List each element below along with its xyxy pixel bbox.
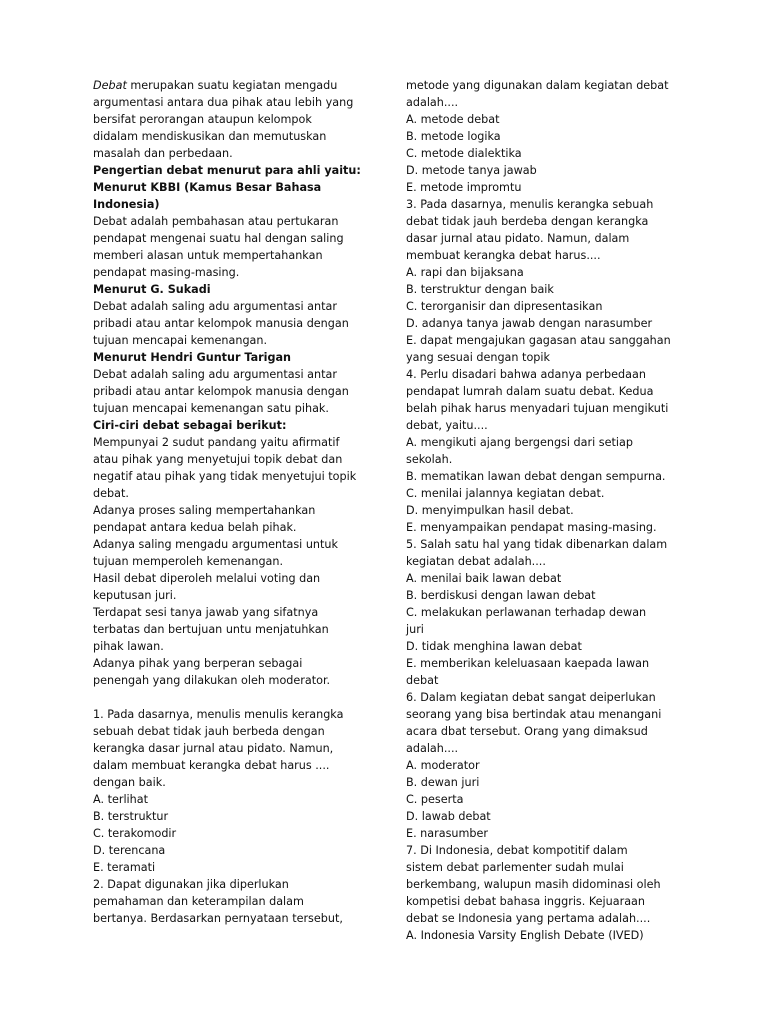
text-line: negatif atau pihak yang tidak menyetujui topik bbox=[93, 470, 357, 483]
text-line: Debat adalah saling adu argumentasi antar bbox=[93, 368, 337, 381]
text-line: 6. Dalam kegiatan debat sangat deiperlukan bbox=[406, 691, 656, 704]
text-line: dengan baik. bbox=[93, 776, 166, 789]
text-line: C. terakomodir bbox=[93, 827, 177, 840]
text-line: A. mengikuti ajang bergengsi dari setiap bbox=[406, 436, 633, 449]
text-line: juri bbox=[406, 623, 424, 636]
text-line: kompetisi debat bahasa inggris. Kejuaraan bbox=[406, 895, 645, 908]
text-line: D. lawab debat bbox=[406, 810, 491, 823]
text-line: kerangka dasar jurnal atau pidato. Namun, bbox=[93, 742, 334, 755]
text-line: pribadi atau antar kelompok manusia dengan bbox=[93, 385, 349, 398]
text-line: argumentasi antara dua pihak atau lebih yang bbox=[93, 96, 354, 109]
section-heading: Indonesia) bbox=[93, 198, 160, 211]
text-line: C. melakukan perlawanan terhadap dewan bbox=[406, 606, 647, 619]
text-line: C. peserta bbox=[406, 793, 464, 806]
text-line: tujuan mencapai kemenangan. bbox=[93, 334, 268, 347]
text-line: B. berdiskusi dengan lawan debat bbox=[406, 589, 596, 602]
text-line: D. metode tanya jawab bbox=[406, 164, 537, 177]
text-line: belah pihak harus menyadari tujuan mengikuti bbox=[406, 402, 669, 415]
text-line: E. menyampaikan pendapat masing-masing. bbox=[406, 521, 657, 534]
text-line: Debat adalah pembahasan atau pertukaran bbox=[93, 215, 339, 228]
text-line: Adanya proses saling mempertahankan bbox=[93, 504, 316, 517]
text-line: bertanya. Berdasarkan pernyataan tersebut, bbox=[93, 912, 343, 925]
text-line: pihak lawan. bbox=[93, 640, 164, 653]
text-line: A. rapi dan bijaksana bbox=[406, 266, 524, 279]
text-line: 7. Di Indonesia, debat kompotitif dalam bbox=[406, 844, 628, 857]
text-line: 4. Perlu disadari bahwa adanya perbedaan bbox=[406, 368, 646, 381]
text-line: membuat kerangka debat harus.... bbox=[406, 249, 601, 262]
section-heading: Pengertian debat menurut para ahli yaitu: bbox=[93, 164, 361, 177]
text-line: memberi alasan untuk mempertahankan bbox=[93, 249, 323, 262]
text-line: atau pihak yang menyetujui topik debat dan bbox=[93, 453, 343, 466]
text-line: sebuah debat tidak jauh berbeda dengan bbox=[93, 725, 325, 738]
text-line: keputusan juri. bbox=[93, 589, 177, 602]
text-line: B. mematikan lawan debat dengan sempurna. bbox=[406, 470, 666, 483]
section-heading: Menurut G. Sukadi bbox=[93, 283, 211, 296]
right-column bbox=[406, 77, 688, 944]
text-line: acara dbat tersebut. Orang yang dimaksud bbox=[406, 725, 648, 738]
text-line: E. teramati bbox=[93, 861, 156, 874]
text-line: debat. bbox=[93, 487, 129, 500]
text-line: E. dapat mengajukan gagasan atau sanggahan bbox=[406, 334, 671, 347]
text-line: B. dewan juri bbox=[406, 776, 480, 789]
text-line: 2. Dapat digunakan jika diperlukan bbox=[93, 878, 289, 891]
text-line: pribadi atau antar kelompok manusia dengan bbox=[93, 317, 349, 330]
text-line: A. metode debat bbox=[406, 113, 500, 126]
text-line: Terdapat sesi tanya jawab yang sifatnya bbox=[93, 606, 319, 619]
text-line: adalah.... bbox=[406, 96, 459, 109]
text-line: debat se Indonesia yang pertama adalah.... bbox=[406, 912, 651, 925]
text-line: kegiatan debat adalah.... bbox=[406, 555, 546, 568]
text-line: didalam mendiskusikan dan memutuskan bbox=[93, 130, 327, 143]
text-line: tujuan memperoleh kemenangan. bbox=[93, 555, 284, 568]
text-line: 1. Pada dasarnya, menulis menulis kerangka bbox=[93, 708, 344, 721]
text-line: terbatas dan bertujuan untu menjatuhkan bbox=[93, 623, 329, 636]
section-heading: Menurut KBBI (Kamus Besar Bahasa bbox=[93, 181, 322, 194]
text-line: D. tidak menghina lawan debat bbox=[406, 640, 582, 653]
text-line: Adanya saling mengadu argumentasi untuk bbox=[93, 538, 338, 551]
text-line: dasar jurnal atau pidato. Namun, dalam bbox=[406, 232, 630, 245]
text-line: berkembang, walupun masih didominasi oleh bbox=[406, 878, 661, 891]
text-line: A. terlihat bbox=[93, 793, 148, 806]
text-line: adalah.... bbox=[406, 742, 459, 755]
text-line: debat bbox=[406, 674, 439, 687]
text-line: C. metode dialektika bbox=[406, 147, 522, 160]
text-line: Adanya pihak yang berperan sebagai bbox=[93, 657, 303, 670]
text-line: A. moderator bbox=[406, 759, 480, 772]
left-column bbox=[93, 77, 375, 927]
text-line: pemahaman dan keterampilan dalam bbox=[93, 895, 304, 908]
text-line: yang sesuai dengan topik bbox=[406, 351, 550, 364]
text-line: pendapat mengenai suatu hal dengan saling bbox=[93, 232, 344, 245]
text-line: A. menilai baik lawan debat bbox=[406, 572, 562, 585]
text-line: D. menyimpulkan hasil debat. bbox=[406, 504, 574, 517]
text-line: pendapat antara kedua belah pihak. bbox=[93, 521, 297, 534]
text-line: debat tidak jauh berdeba dengan kerangka bbox=[406, 215, 649, 228]
text-line: E. metode impromtu bbox=[406, 181, 522, 194]
text-line: Hasil debat diperoleh melalui voting dan bbox=[93, 572, 321, 585]
intro-text: merupakan suatu kegiatan mengadu bbox=[126, 79, 338, 92]
text-line: C. menilai jalannya kegiatan debat. bbox=[406, 487, 605, 500]
text-line: pendapat masing-masing. bbox=[93, 266, 240, 279]
text-line: B. terstruktur bbox=[93, 810, 169, 823]
intro-line bbox=[93, 77, 375, 94]
text-line: dalam membuat kerangka debat harus .... bbox=[93, 759, 330, 772]
text-line: Mempunyai 2 sudut pandang yaitu afirmatif bbox=[93, 436, 340, 449]
text-line: sekolah. bbox=[406, 453, 453, 466]
text-line: E. memberikan keleluasaan kaepada lawan bbox=[406, 657, 650, 670]
text-line: penengah yang dilakukan oleh moderator. bbox=[93, 674, 331, 687]
text-line: masalah dan perbedaan. bbox=[93, 147, 233, 160]
text-line: B. metode logika bbox=[406, 130, 501, 143]
text-line: Debat adalah saling adu argumentasi antar bbox=[93, 300, 337, 313]
text-line: B. terstruktur dengan baik bbox=[406, 283, 554, 296]
text-line: D. terencana bbox=[93, 844, 166, 857]
blank-line bbox=[93, 689, 375, 706]
text-line: 5. Salah satu hal yang tidak dibenarkan dalam bbox=[406, 538, 668, 551]
text-line: D. adanya tanya jawab dengan narasumber bbox=[406, 317, 653, 330]
text-line: metode yang digunakan dalam kegiatan debat bbox=[406, 79, 669, 92]
text-line: sistem debat parlementer sudah mulai bbox=[406, 861, 624, 874]
text-line: debat, yaitu.... bbox=[406, 419, 488, 432]
text-line: tujuan mencapai kemenangan satu pihak. bbox=[93, 402, 329, 415]
text-line: bersifat perorangan ataupun kelompok bbox=[93, 113, 312, 126]
text-line: 3. Pada dasarnya, menulis kerangka sebuah bbox=[406, 198, 654, 211]
text-line: seorang yang bisa bertindak atau menangani bbox=[406, 708, 662, 721]
text-line: E. narasumber bbox=[406, 827, 488, 840]
section-heading: Menurut Hendri Guntur Tarigan bbox=[93, 351, 291, 364]
section-heading: Ciri-ciri debat sebagai berikut: bbox=[93, 419, 287, 432]
text-line: pendapat lumrah dalam suatu debat. Kedua bbox=[406, 385, 654, 398]
text-line: A. Indonesia Varsity English Debate (IVED) bbox=[406, 929, 644, 942]
text-line: C. terorganisir dan dipresentasikan bbox=[406, 300, 603, 313]
term-debat: Debat bbox=[93, 79, 127, 92]
